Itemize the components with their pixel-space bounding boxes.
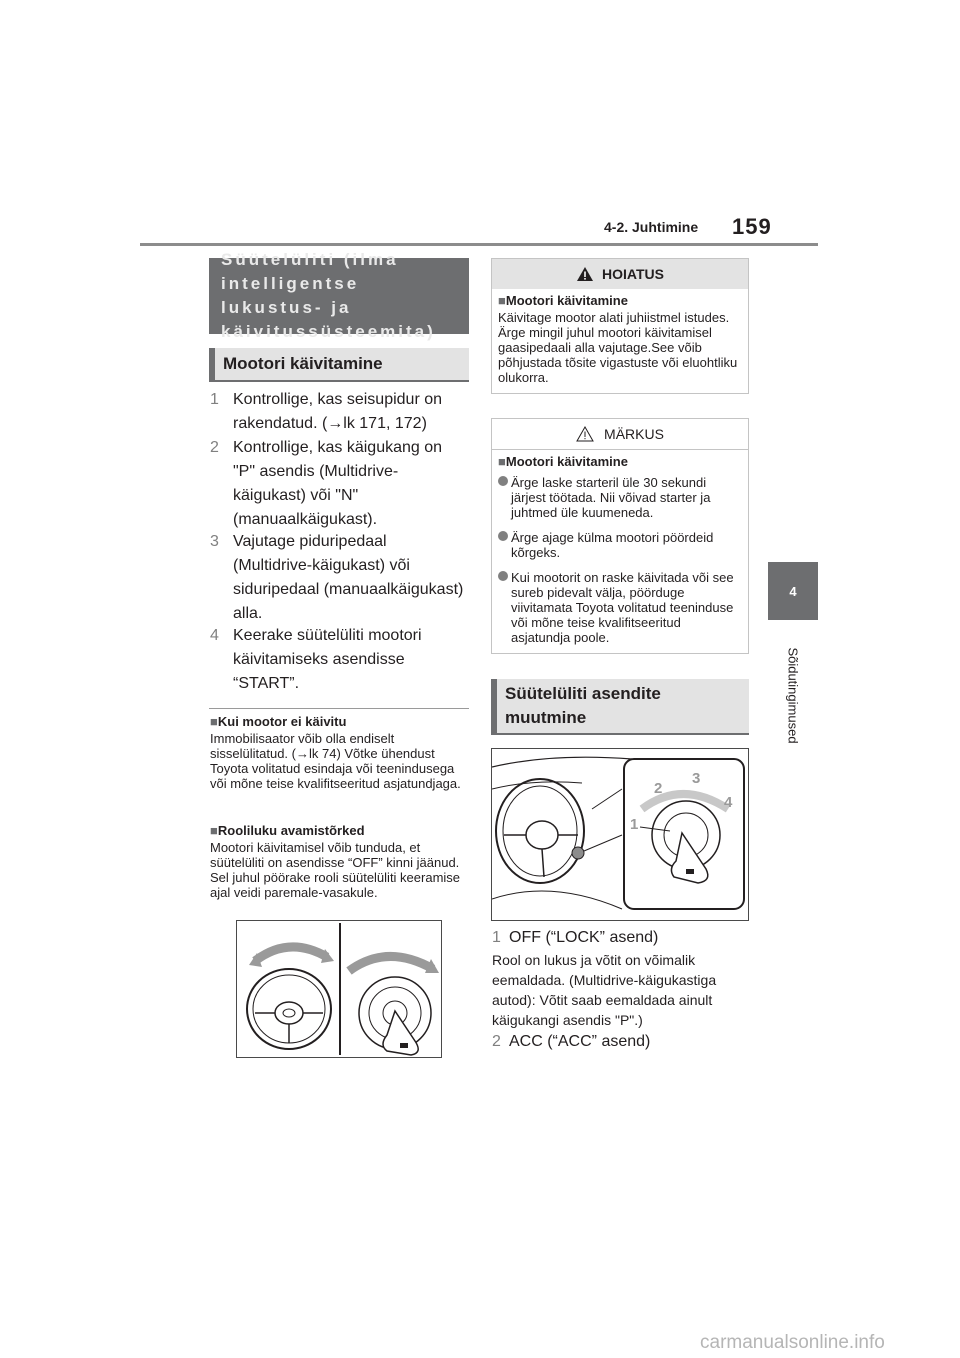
header-divider bbox=[140, 243, 818, 246]
page-number: 159 bbox=[732, 214, 772, 239]
note-steering-lock bbox=[210, 823, 472, 900]
note-text: Immobilisaator võib olla endiselt sisselülitatud. (→lk 74) Võtke ühendust Toyota volitatud esindaja või teenindusega või mõne teise kvalifitseeritud asjatundjaga. bbox=[210, 731, 461, 791]
subheading-start-engine bbox=[209, 348, 469, 382]
subheading-line: Süütelüliti asendite bbox=[505, 684, 661, 703]
subheading-switch-positions bbox=[491, 679, 749, 735]
step-text: Kontrollige, kas seisupidur on rakendatud. (→lk 171, 172) bbox=[233, 391, 443, 432]
position-1-text: Rool on lukus ja võtit on võimalik eemaldada. (Multidrive-käigukastiga autod): Võtit saab eemaldada ainult käigukangi asendis "P".) bbox=[492, 952, 717, 1028]
warning-box bbox=[491, 258, 749, 394]
note-engine-not-start bbox=[210, 714, 472, 791]
subheading-text: Mootori käivitamine bbox=[223, 354, 383, 373]
square-bullet-icon: ■ bbox=[210, 823, 218, 838]
chapter-title-text: Sõidutingimused bbox=[785, 646, 801, 744]
notice-bullet bbox=[498, 475, 742, 520]
step-4 bbox=[210, 624, 468, 696]
square-bullet-icon: ■ bbox=[498, 293, 506, 308]
step-number: 4 bbox=[210, 627, 219, 644]
step-text: Kontrollige, kas käigukang on "P" asendis (Multidrive-käigukast) või "N" (manuaalkäigukast). bbox=[233, 439, 443, 528]
figure-label-2: 2 bbox=[654, 780, 663, 797]
note-title: Kui mootor ei käivitu bbox=[217, 714, 347, 729]
notice-item-title: Mootori käivitamine bbox=[505, 454, 628, 469]
position-title: ACC (“ACC” asend) bbox=[509, 1033, 651, 1050]
notice-bullet-text: Ärge ajage külma mootori pöördeid kõrgeks. bbox=[511, 530, 714, 560]
notice-body bbox=[492, 450, 748, 653]
figure-label-1: 1 bbox=[630, 816, 639, 833]
warning-heading: HOIATUS bbox=[602, 266, 664, 282]
step-1 bbox=[210, 388, 468, 436]
position-2-title bbox=[492, 1030, 750, 1054]
chapter-title bbox=[768, 630, 818, 760]
notice-header bbox=[492, 419, 748, 450]
bullet-dot-icon bbox=[498, 571, 508, 581]
notice-bullet-text: Ärge laske starteril üle 30 sekundi järjest töötada. Nii võivad starter ja juhtmed üle kuumeneda. bbox=[511, 475, 711, 520]
warning-item-text: Käivitage mootor alati juhiistmel istudes. Ärge mingil juhul mootori käivitamisel gaasipedaali alla vajutage.See võib põhjustada tõsite vigastuste või eluohtliku olukorra. bbox=[498, 310, 738, 385]
divider bbox=[209, 708, 469, 709]
chapter-tab: 4 bbox=[768, 562, 818, 620]
step-text: Keerake süütelüliti mootori käivitamiseks asendisse “START”. bbox=[233, 627, 422, 692]
bullet-dot-icon bbox=[498, 531, 508, 541]
warning-item-title: Mootori käivitamine bbox=[505, 293, 628, 308]
note-text: Mootori käivitamisel võib tunduda, et süütelüliti on asendisse “OFF” kinni jäänud. Sel juhul pöörake rooli süütelüliti keeramise ajal veidi paremale-vasakule. bbox=[210, 840, 461, 900]
section-title-line: käivitussüsteemita) bbox=[221, 322, 436, 341]
step-number: 2 bbox=[210, 439, 219, 456]
notice-box bbox=[491, 418, 749, 654]
figure-label-4: 4 bbox=[724, 794, 733, 811]
watermark: carmanualsonline.info bbox=[700, 1332, 885, 1353]
warning-body bbox=[492, 289, 748, 393]
position-1-title bbox=[492, 926, 750, 950]
section-header: 4-2. Juhtimine bbox=[604, 219, 699, 235]
steering-key-illustration bbox=[236, 920, 442, 1058]
square-bullet-icon: ■ bbox=[210, 714, 218, 729]
dashboard-drawing bbox=[492, 749, 748, 920]
figure-label-3: 3 bbox=[692, 770, 701, 787]
notice-bullet-text: Kui mootorit on raske käivitada või see sureb pidevalt välja, pöörduge viivitamata Toyota volitatud teeninduse või mõne teise kvalifitseeritud asjatundja poole. bbox=[511, 570, 734, 645]
position-number: 2 bbox=[492, 1033, 501, 1050]
step-2 bbox=[210, 436, 468, 532]
notice-bullet bbox=[498, 570, 742, 645]
section-title bbox=[209, 250, 469, 341]
step-3 bbox=[210, 530, 468, 626]
note-title: Rooliluku avamistõrked bbox=[217, 823, 365, 838]
bullet-dot-icon bbox=[498, 476, 508, 486]
notice-triangle-icon bbox=[576, 426, 594, 442]
notice-heading: MÄRKUS bbox=[604, 426, 664, 442]
section-title-line: intelligentse lukustus- ja bbox=[221, 274, 360, 317]
notice-bullet bbox=[498, 530, 742, 560]
warning-triangle-icon bbox=[576, 266, 594, 282]
warning-header bbox=[492, 259, 748, 289]
dashboard-ignition-illustration bbox=[491, 748, 749, 921]
section-title-line: Süütelüliti (ilma bbox=[221, 250, 399, 269]
step-number: 1 bbox=[210, 391, 219, 408]
subheading-line: muutmine bbox=[505, 708, 587, 727]
step-number: 3 bbox=[210, 533, 219, 550]
position-number: 1 bbox=[492, 929, 501, 946]
steering-key-drawing bbox=[237, 921, 441, 1057]
square-bullet-icon: ■ bbox=[498, 454, 506, 469]
step-text: Vajutage piduripedaal (Multidrive-käigukast) või siduripedaal (manuaalkäigukast) alla. bbox=[233, 533, 464, 622]
position-title: OFF (“LOCK” asend) bbox=[509, 929, 659, 946]
